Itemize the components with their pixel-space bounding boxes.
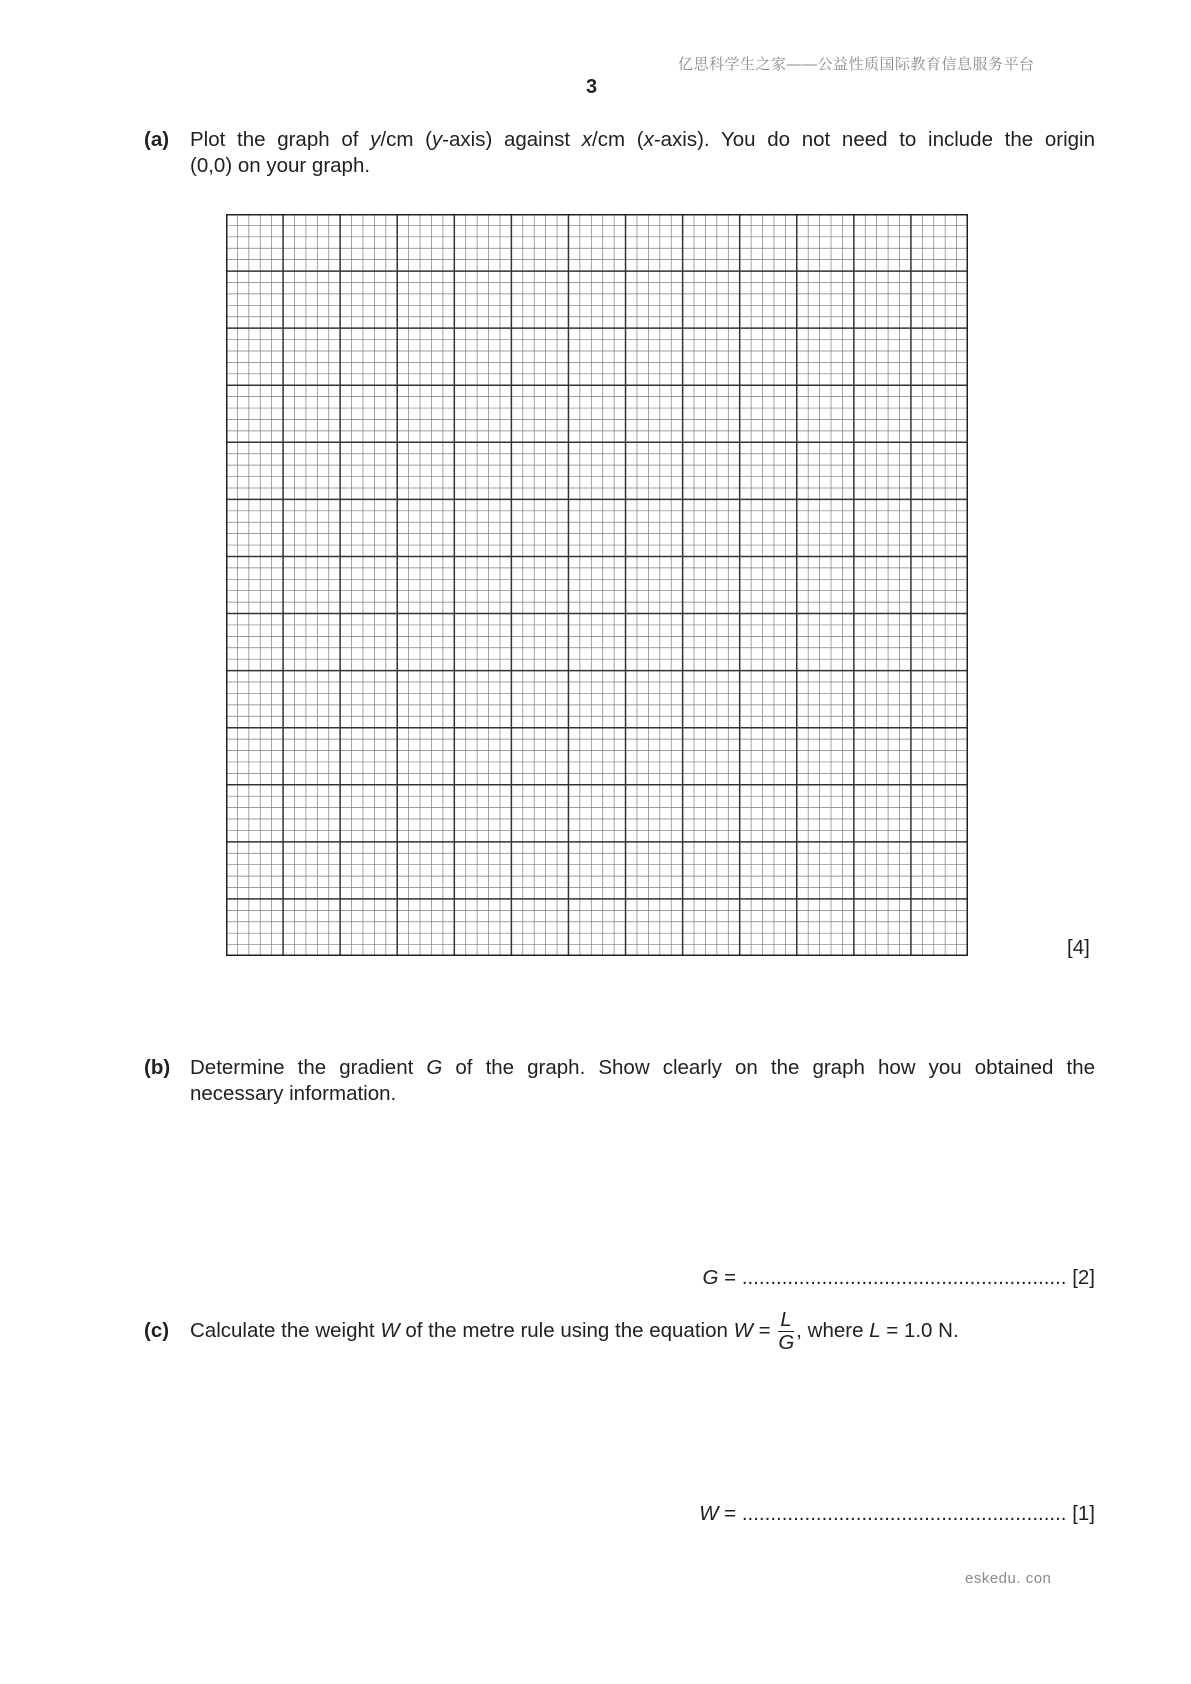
part-a-text: Plot the graph of (190, 128, 371, 151)
part-c-text-seg: = 1.0 N. (880, 1319, 959, 1342)
var-y: y (431, 128, 443, 151)
part-c-text-seg: of the metre rule using the equation (399, 1319, 734, 1342)
fraction-l-over-g (778, 1309, 794, 1354)
part-b-label: (b) (144, 1056, 171, 1079)
weight-answer-line[interactable] (699, 1502, 1095, 1526)
part-a-line1 (190, 127, 1095, 153)
part-c-label: (c) (144, 1319, 170, 1342)
part-a-text: -axis) against (442, 128, 582, 151)
var-g: G (426, 1056, 443, 1079)
answer-var-w: W (699, 1502, 719, 1525)
equals-sign: = (752, 1319, 777, 1342)
fraction-numerator: L (778, 1309, 794, 1332)
part-c-text-seg: Calculate the weight (190, 1319, 381, 1342)
major-gridlines (226, 214, 968, 956)
watermark-bottom: eskedu. con (965, 1570, 1052, 1587)
fraction-denominator: G (778, 1331, 795, 1355)
part-b-mark: [2] (1072, 1266, 1095, 1289)
equals-sign: = (718, 1502, 742, 1525)
part-a-mark: [4] (1067, 936, 1090, 959)
part-a-label: (a) (144, 128, 170, 151)
grid-border (227, 215, 968, 956)
answer-var-g: G (702, 1266, 719, 1289)
part-a-text: -axis). You do not need to include the origin (653, 128, 1095, 151)
page-number: 3 (586, 76, 598, 98)
watermark-top: 亿思科学生之家——公益性质国际教育信息服务平台 (678, 56, 1035, 73)
answer-dots[interactable]: ......................................................... (741, 1266, 1067, 1289)
part-c-text (190, 1306, 1095, 1356)
answer-dots[interactable]: ......................................................... (741, 1502, 1067, 1525)
graph-paper-grid[interactable] (226, 214, 968, 956)
part-c-mark: [1] (1072, 1502, 1095, 1525)
part-b-text: Determine the gradient (190, 1056, 427, 1079)
part-b-line2: necessary information. (190, 1082, 397, 1105)
eq-var-w: W (733, 1319, 753, 1342)
var-x: x (643, 128, 654, 151)
var-l: L (869, 1319, 881, 1342)
part-b-text: of the graph. Show clearly on the graph how you obtained the (442, 1056, 1095, 1079)
var-x: x (581, 128, 593, 151)
part-b-line1 (190, 1055, 1095, 1081)
part-a-text: /cm ( (592, 128, 644, 151)
var-y: y (370, 128, 381, 151)
part-a-text: /cm ( (380, 128, 432, 151)
var-w: W (380, 1319, 400, 1342)
minor-gridlines (226, 214, 968, 956)
part-c-text-seg: , where (796, 1319, 870, 1342)
equals-sign: = (718, 1266, 742, 1289)
part-a-line2: (0,0) on your graph. (190, 154, 371, 177)
gradient-answer-line[interactable] (703, 1266, 1095, 1290)
